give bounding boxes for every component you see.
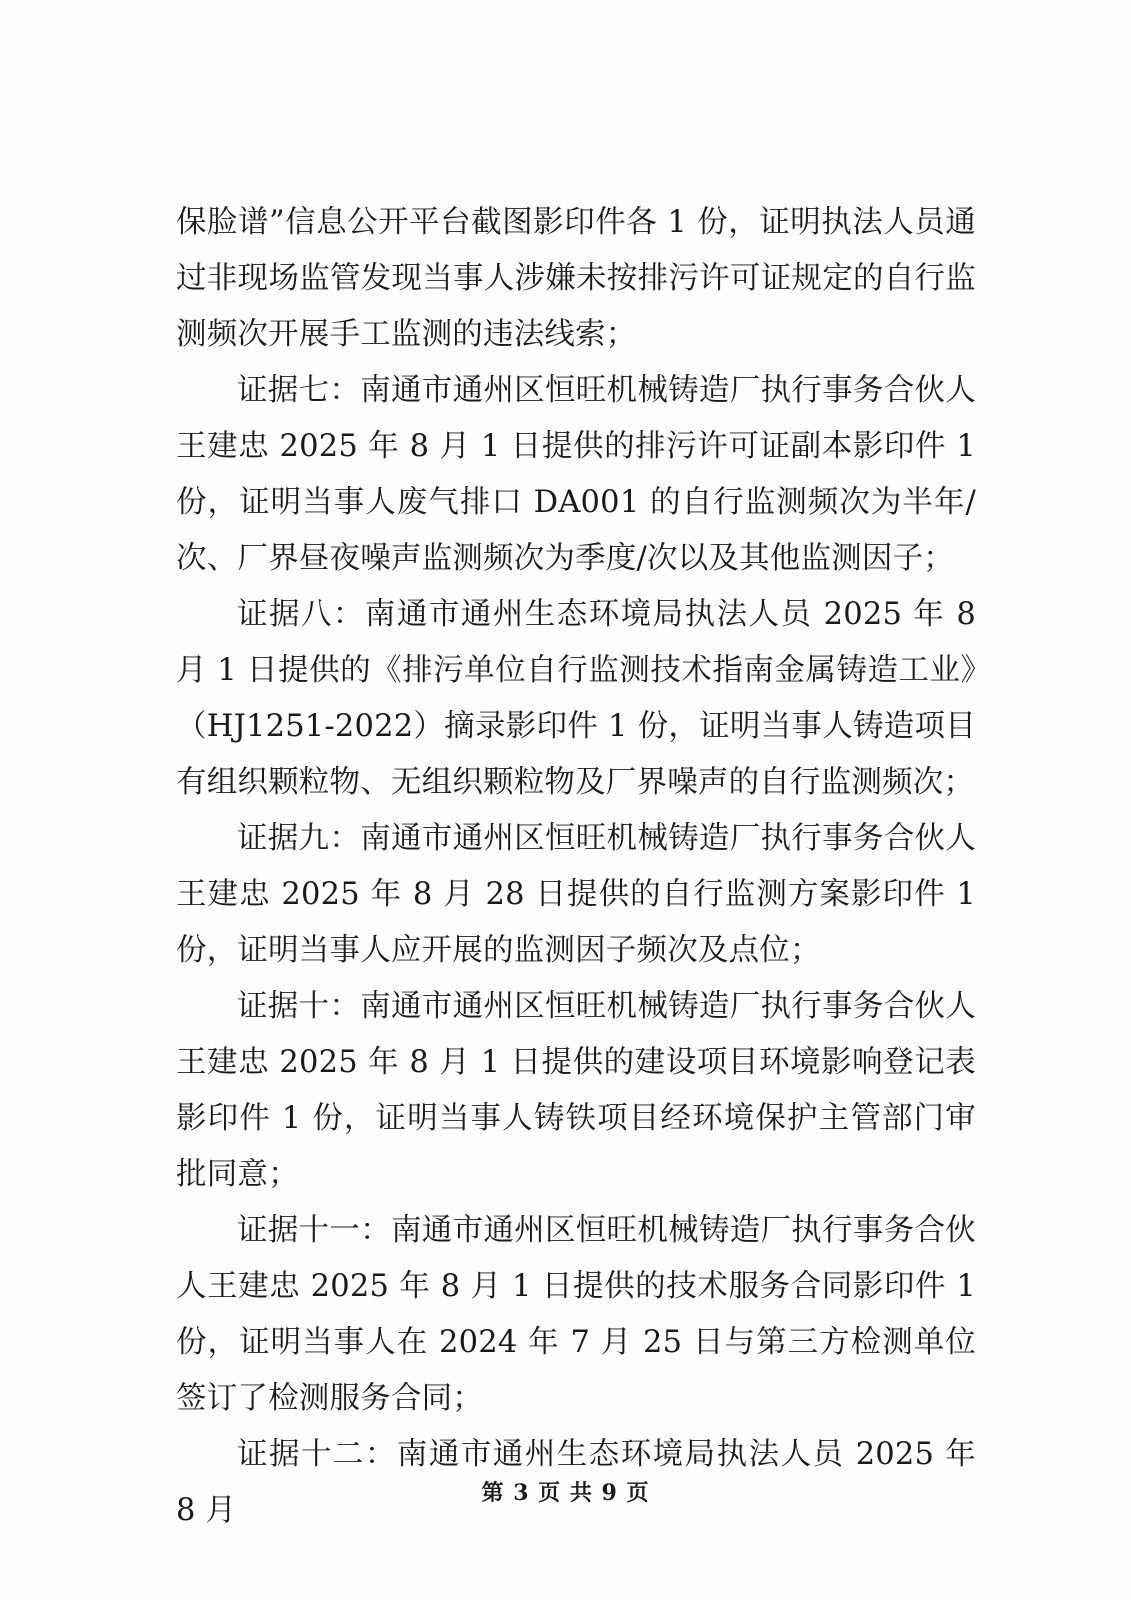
paragraph-evidence-eleven: 证据十一：南通市通州区恒旺机械铸造厂执行事务合伙人王建忠 2025 年 8 月 1 日提供的技术服务合同影印件 1 份，证明当事人在 2024 年 7 月 25 日与第三方检测单位签订了检测服务合同； — [176, 1213, 976, 1416]
paragraph-evidence-nine: 证据九：南通市通州区恒旺机械铸造厂执行事务合伙人王建忠 2025 年 8 月 28 日提供的自行监测方案影印件 1 份，证明当事人应开展的监测因子频次及点位； — [176, 821, 976, 968]
page-number-footer: 第 3 页 共 9 页 — [481, 1480, 650, 1506]
paragraph-evidence-eight: 证据八：南通市通州生态环境局执法人员 2025 年 8 月 1 日提供的《排污单位自行监测技术指南金属铸造工业》（HJ1251-2022）摘录影印件 1 份，证明当事人铸造项目有组织颗粒物、无组织颗粒物及厂界噪声的自行监测频次； — [176, 597, 976, 800]
paragraph-evidence-ten: 证据十：南通市通州区恒旺机械铸造厂执行事务合伙人王建忠 2025 年 8 月 1 日提供的建设项目环境影响登记表影印件 1 份，证明当事人铸铁项目经环境保护主管部门审批同意； — [176, 989, 976, 1192]
document-body — [176, 195, 976, 1539]
paragraph-continued-evidence-six: 保脸谱”信息公开平台截图影印件各 1 份，证明执法人员通过非现场监管发现当事人涉嫌未按排污许可证规定的自行监测频次开展手工监测的违法线索； — [176, 205, 976, 352]
paragraph-evidence-twelve: 证据十二：南通市通州生态环境局执法人员 2025 年 8 月 — [176, 1437, 976, 1528]
paragraph-evidence-seven: 证据七：南通市通州区恒旺机械铸造厂执行事务合伙人王建忠 2025 年 8 月 1 日提供的排污许可证副本影印件 1 份，证明当事人废气排口 DA001 的自行监测频次为半年/次、厂界昼夜噪声监测频次为季度/次以及其他监测因子； — [176, 373, 976, 576]
